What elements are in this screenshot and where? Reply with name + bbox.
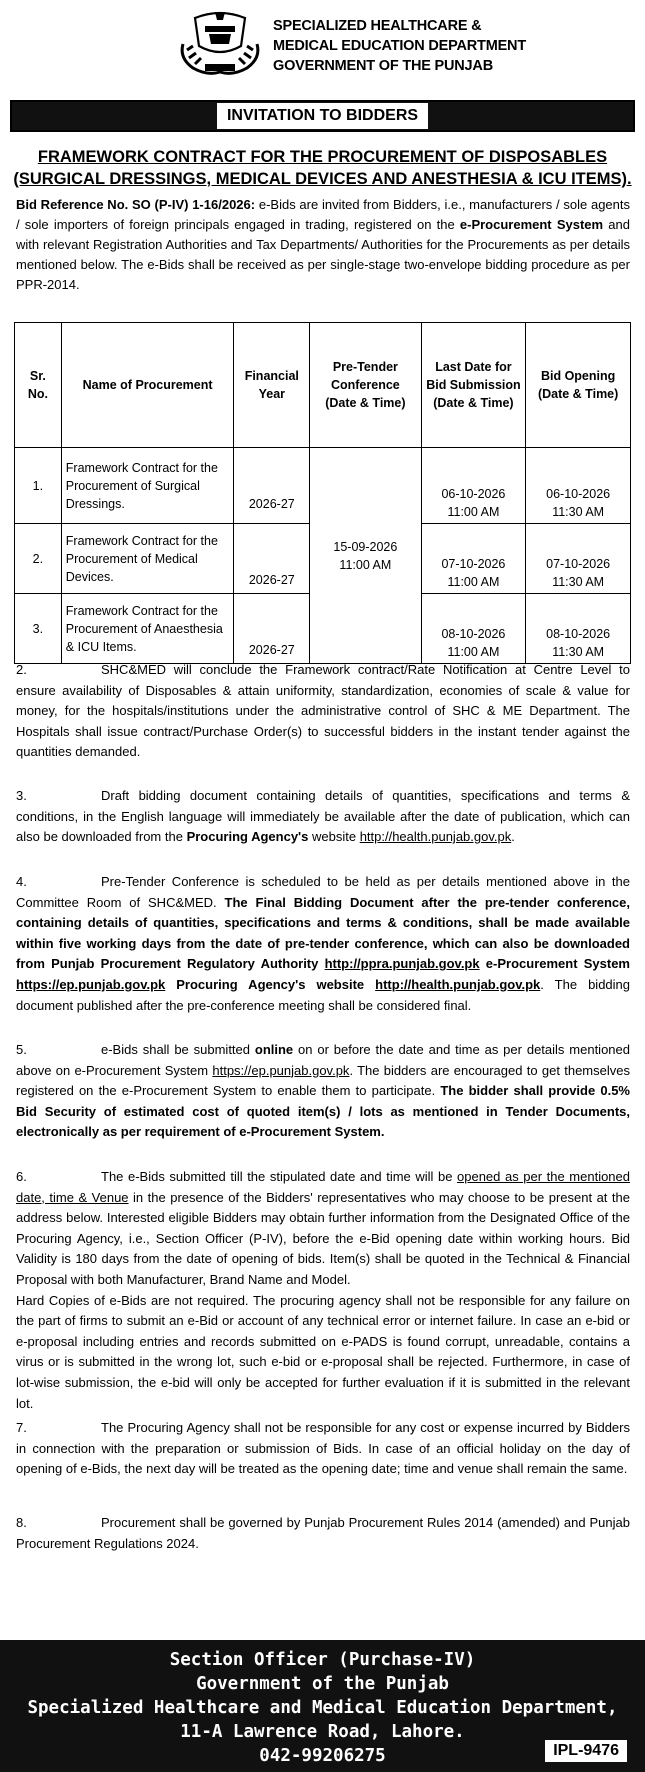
footer-designation: Section Officer (Purchase-IV) — [169, 1650, 476, 1670]
paragraph-2 — [16, 660, 630, 763]
e-procurement-label: e-Procurement System — [479, 956, 630, 972]
ipl-reference: IPL-9476 — [545, 1740, 627, 1762]
header-financial-year: Financial Year — [234, 323, 310, 448]
paragraph-text-2: on or before the date and time as per details mentioned above on e-Procurement System — [16, 1042, 630, 1078]
paragraph-number: 5. — [16, 1042, 27, 1057]
paragraph-5 — [16, 1040, 630, 1143]
opening-venue-note: opened as per the mentioned date, time & Venue — [16, 1169, 630, 1205]
paragraph-number: 3. — [16, 788, 27, 803]
row-last-date: 07-10-2026 11:00 AM — [421, 524, 526, 594]
bid-reference: Bid Reference No. SO (P-IV) 1-16/2026: — [16, 197, 256, 212]
footer-government: Government of the Punjab — [196, 1674, 449, 1694]
paragraph-number: 6. — [16, 1169, 27, 1184]
department-line-1: SPECIALIZED HEALTHCARE & — [273, 18, 482, 34]
paragraph-text: Draft bidding document containing details of quantities, specifications and terms & conditions, in the English language will immediately be available after the date of publication, which can also be downloaded from the — [16, 788, 630, 845]
footer-address: 11-A Lawrence Road, Lahore. — [180, 1722, 465, 1742]
row-sr: 1. — [15, 448, 62, 524]
header-name-of-procurement: Name of Procurement — [61, 323, 234, 448]
pre-tender-date-text: 15-09-2026 11:00 AM — [333, 539, 398, 572]
paragraph-text: The e-Bids submitted till the stipulated date and time will be — [101, 1169, 458, 1184]
paragraph-number: 4. — [16, 874, 27, 889]
row-opening-date: 08-10-2026 11:30 AM — [526, 594, 631, 664]
agency-website-label: Procuring Agency's website — [165, 976, 376, 992]
e-procurement-system: e-Procurement System — [459, 217, 604, 232]
row-year: 2026-27 — [234, 448, 310, 524]
row-name: Framework Contract for the Procurement of Medical Devices. — [61, 524, 234, 594]
online-emphasis: online — [254, 1042, 294, 1057]
invitation-banner — [10, 100, 635, 132]
paragraph-number: 8. — [16, 1515, 27, 1530]
final-bidding-document-note: The Final Bidding Document after the pre-tender conference, containing details of quantities, specifications and terms & conditions, shall be made available within five working days from the date of pre-tender conference, which can also be downloaded from Punjab Procurement Regulatory Authority — [16, 894, 630, 972]
ep-punjab-link[interactable]: https://ep.punjab.gov.pk — [16, 976, 166, 992]
department-header — [175, 6, 555, 78]
table-header-row — [15, 323, 631, 448]
paragraph-text-2: . The bidding document published after the pre-conference meeting shall be considered final. — [16, 976, 631, 1013]
paragraph-6 — [16, 1167, 630, 1414]
department-name — [273, 16, 526, 76]
header-sr-no: Sr. No. — [15, 323, 62, 448]
signature-footer — [0, 1640, 645, 1772]
tender-title-line-1: FRAMEWORK CONTRACT FOR THE PROCUREMENT OF DISPOSABLES — [37, 148, 608, 166]
intro-paragraph — [16, 195, 630, 295]
paragraph-text: Pre-Tender Conference is scheduled to be held as per details mentioned above in the Committee Room of SHC&MED. — [16, 874, 630, 910]
row-last-date: 08-10-2026 11:00 AM — [421, 594, 526, 664]
header-last-date: Last Date for Bid Submission (Date & Time) — [421, 323, 526, 448]
hard-copies-note: Hard Copies of e-Bids are not required. The procuring agency shall not be responsible for any failure on the part of firms to submit an e-Bid or account of any technical error or internet failure. In case an e-bid or e-proposal including entries and records submitted on e-PADS is found corrupt, unreadable, contains a virus or is submitted in the wrong lot, such e-bid or e-proposal shall be rejected. Furthermore, in case of lot-wise submission, the e-bid will only be accepted for further evaluation if it is submitted in the relevant lot. — [16, 1292, 630, 1411]
paragraph-text-2: website — [308, 829, 360, 845]
header-bid-opening: Bid Opening (Date & Time) — [526, 323, 631, 448]
intro-text-2: and with relevant Registration Authorities and Tax Departments/ Authorities for the Procurements as per details mentioned below. The e-Bids shall be received as per single-stage two-envelope bidding procedure as per PPR-2014. — [16, 217, 630, 292]
tender-title-line-2: (SURGICAL DRESSINGS, MEDICAL DEVICES AND ANESTHESIA & ICU ITEMS). — [13, 170, 632, 188]
paragraph-text-3: . The bidders are encouraged to get themselves registered on the e-Procurement System to enable them to participate. — [16, 1062, 630, 1099]
table-row — [15, 448, 631, 524]
procurement-schedule-table — [14, 322, 631, 664]
row-year: 2026-27 — [234, 524, 310, 594]
row-opening-date: 06-10-2026 11:30 AM — [526, 448, 631, 524]
ppra-link[interactable]: http://ppra.punjab.gov.pk — [324, 956, 480, 972]
health-website-link[interactable]: http://health.punjab.gov.pk — [375, 976, 541, 992]
procuring-agency: Procuring Agency's — [186, 829, 309, 845]
paragraph-4 — [16, 872, 630, 1016]
pre-tender-date — [310, 448, 421, 664]
health-website-link[interactable]: http://health.punjab.gov.pk — [359, 829, 512, 845]
paragraph-text-2: in the presence of the Bidders' representatives who may choose to be present at the address below. Interested eligible Bidders may obtain further information from the Designated Office of the Procuring Agency, i.e., Section Officer (P-IV), before the e-Bid opening date within working hours. Bid Validity is 180 days from the date of opening of bids. Item(s) shall be quoted in the Technical & Financial Proposal with both Manufacturer, Brand Name and Model. — [16, 1189, 630, 1287]
paragraph-text: The Procuring Agency shall not be responsible for any cost or expense incurred by Bidders in connection with the preparation or submission of Bids. In case of an official holiday on the day of opening of e-Bids, the next day will be treated as the opening date; time and venue shall remain the same. — [16, 1420, 630, 1477]
row-name: Framework Contract for the Procurement of Surgical Dressings. — [61, 448, 234, 524]
paragraph-8 — [16, 1513, 630, 1554]
paragraph-7 — [16, 1418, 630, 1480]
row-opening-date: 07-10-2026 11:30 AM — [526, 524, 631, 594]
department-line-2: MEDICAL EDUCATION DEPARTMENT — [273, 38, 526, 54]
header-pre-tender-conference: Pre-Tender Conference (Date & Time) — [310, 323, 421, 448]
bid-security-note: The bidder shall provide 0.5% Bid Security of estimated cost of quoted item(s) / lots as mentioned in Tender Documents, electronically as per requirement of e-Procurement System. — [16, 1083, 630, 1140]
row-sr: 2. — [15, 524, 62, 594]
row-year: 2026-27 — [234, 594, 310, 664]
row-sr: 3. — [15, 594, 62, 664]
paragraph-text: e-Bids shall be submitted — [101, 1042, 255, 1057]
department-line-3: GOVERNMENT OF THE PUNJAB — [273, 58, 493, 74]
tender-title — [10, 146, 635, 190]
intro-text: e-Bids are invited from Bidders, i.e., manufacturers / sole agents / sole importers of foreign principals engaged in trading, registered on the — [16, 197, 630, 232]
ep-punjab-link[interactable]: https://ep.punjab.gov.pk — [212, 1062, 350, 1078]
row-name: Framework Contract for the Procurement of Anaesthesia & ICU Items. — [61, 594, 234, 664]
punjab-government-logo — [175, 6, 265, 78]
paragraph-text-3: . — [511, 829, 515, 845]
paragraph-3 — [16, 786, 630, 848]
paragraph-text: Procurement shall be governed by Punjab Procurement Rules 2014 (amended) and Punjab Procurement Regulations 2024. — [16, 1515, 630, 1551]
footer-department: Specialized Healthcare and Medical Education Department, — [27, 1698, 618, 1718]
footer-phone: 042-99206275 — [259, 1746, 386, 1766]
paragraph-number: 7. — [16, 1420, 27, 1435]
row-last-date: 06-10-2026 11:00 AM — [421, 448, 526, 524]
paragraph-text: SHC&MED will conclude the Framework contract/Rate Notification at Centre Level to ensure availability of Disposables & attain uniformity, standardization, economies of scale & value for money, for the hospitals/institutions under the administrative control of SHC & ME Department. The Hospitals shall issue contract/Purchase Order(s) to successful bidders in the instant tender against the quantities demanded. — [16, 662, 630, 760]
paragraph-number: 2. — [16, 662, 27, 677]
invitation-banner-text: INVITATION TO BIDDERS — [217, 103, 428, 129]
